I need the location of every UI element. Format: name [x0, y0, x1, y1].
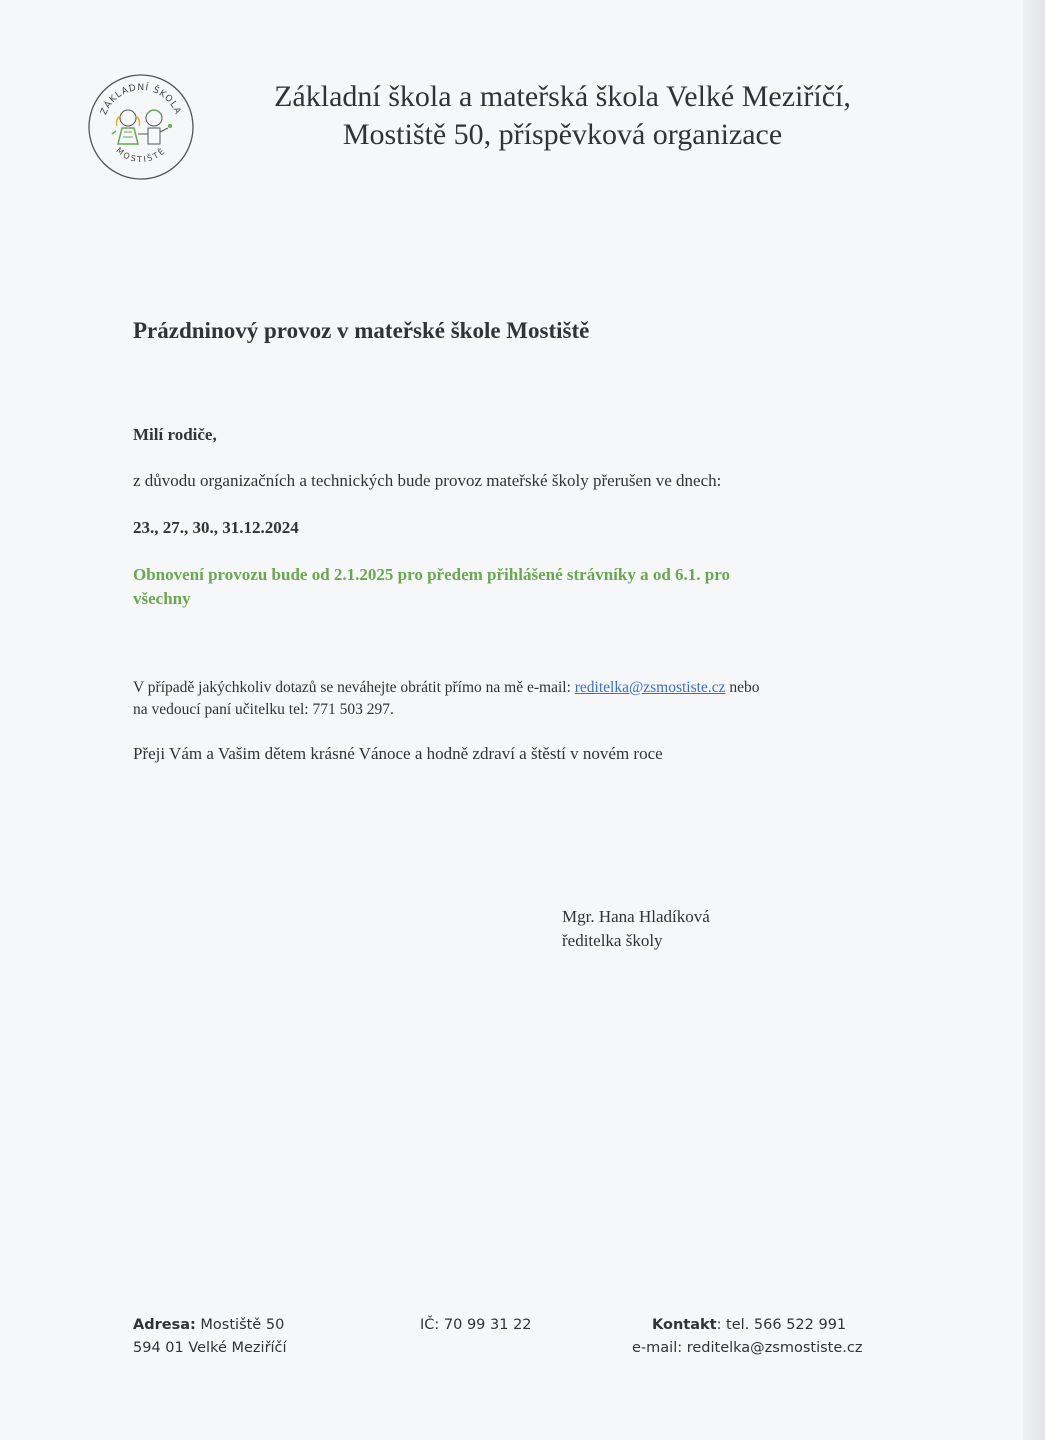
school-name-header — [200, 78, 925, 154]
footer-contact-tel: : tel. 566 522 991 — [716, 1317, 847, 1333]
footer-ic: IČ: 70 99 31 22 — [420, 1317, 532, 1333]
resume-notice-line1: Obnovení provozu bude od 2.1.2025 pro předem přihlášené strávníky a od 6.1. pro — [133, 565, 730, 584]
footer-address-label: Adresa: — [133, 1317, 196, 1333]
resume-notice-line2: všechny — [133, 589, 191, 608]
footer-contact-email: e-mail: reditelka@zsmostiste.cz — [632, 1340, 863, 1356]
svg-text:MOSTIŠTĚ — [114, 144, 167, 164]
logo-text-bottom: MOSTIŠTĚ — [114, 145, 168, 165]
intro-text: z důvodu organizačních a technických bude provoz mateřské školy přerušen ve dnech: — [133, 471, 722, 490]
greeting: Milí rodiče, — [133, 425, 217, 444]
contact-note-suffix: nebo — [725, 679, 760, 696]
email-link[interactable]: reditelka@zsmostiste.cz — [574, 679, 726, 696]
signature-role: ředitelka školy — [562, 931, 663, 950]
contact-note — [133, 677, 893, 721]
svg-text:ZÁKLADNÍ ŠKOLA — [99, 81, 182, 116]
school-logo-icon — [86, 72, 196, 182]
signature-name: Mgr. Hana Hladíková — [562, 907, 710, 926]
school-name-line2: Mostiště 50, příspěvková organizace — [342, 118, 783, 151]
closure-dates: 23., 27., 30., 31.12.2024 — [133, 518, 299, 537]
footer-address-line1: Mostiště 50 — [200, 1317, 285, 1333]
footer-contact — [632, 1314, 862, 1360]
signature-block — [562, 905, 710, 953]
footer-contact-label: Kontakt — [652, 1317, 717, 1333]
logo-text-top: ZÁKLADNÍ ŠKOLA — [99, 82, 183, 117]
contact-note-prefix: V případě jakýchkoliv dotazů se neváhejte obrátit přímo na mě e-mail: — [133, 679, 575, 696]
document-heading: Prázdninový provoz v mateřské škole Mostiště — [133, 318, 590, 343]
scan-edge — [1023, 0, 1045, 1440]
resume-notice — [133, 563, 853, 611]
footer-address — [133, 1314, 287, 1360]
contact-note-line2: na vedoucí paní učitelku tel: 771 503 297. — [133, 701, 394, 718]
holiday-wishes: Přeji Vám a Vašim dětem krásné Vánoce a hodně zdraví a štěstí v novém roce — [133, 744, 663, 763]
footer-address-line2: 594 01 Velké Meziříčí — [133, 1340, 287, 1356]
school-name-line1: Základní škola a mateřská škola Velké Meziříčí, — [274, 80, 851, 113]
